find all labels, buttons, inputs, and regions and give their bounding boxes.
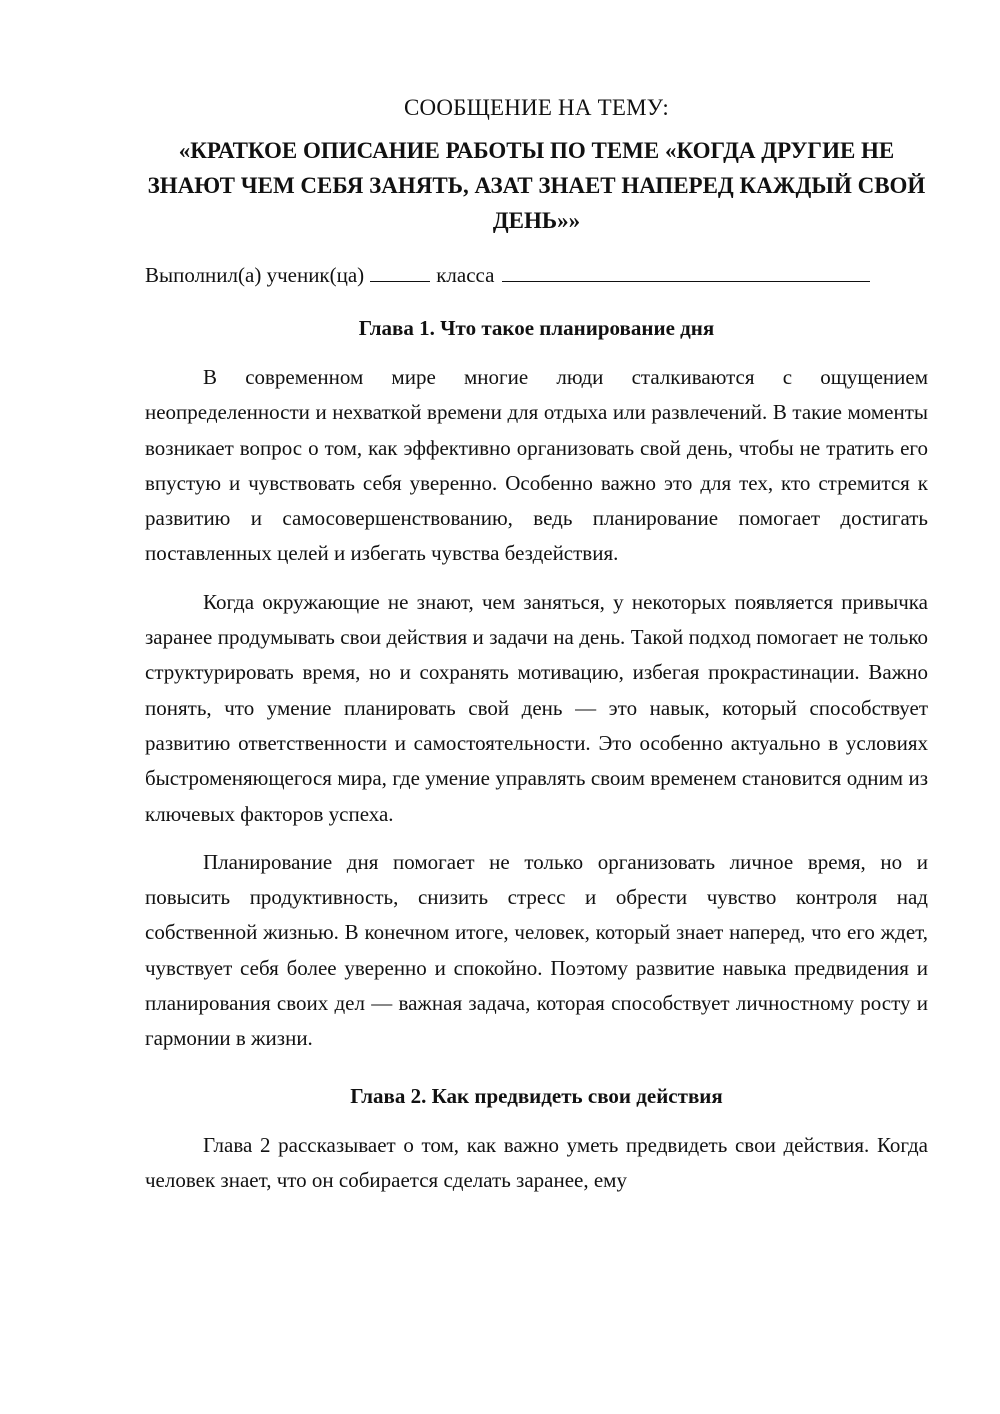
document-title: «КРАТКОЕ ОПИСАНИЕ РАБОТЫ ПО ТЕМЕ «КОГДА ДРУГИЕ НЕ ЗНАЮТ ЧЕМ СЕБЯ ЗАНЯТЬ, АЗАТ ЗНАЕТ НАПЕРЕД КАЖДЫЙ СВОЙ ДЕНЬ»» [147,138,926,233]
signature-prefix: Выполнил(а) ученик(ца) [145,263,365,287]
chapter-1-paragraph-2: Когда окружающие не знают, чем заняться, у некоторых появляется привычка заранее продумывать свои действия и задачи на день. Такой подход помогает не только структурировать время, но и сохранять мотивацию, избегая прокрастинации. Важно понять, что умение планировать свой день — это навык, который способствует развитию ответственности и самостоятельности. Это особенно актуально в условиях быстроменяющегося мира, где умение управлять своим временем становится одним из ключевых факторов успеха. [145,589,928,826]
chapter-1-heading: Глава 1. Что такое планирование дня [358,316,715,340]
chapter-1-paragraph-3: Планирование дня помогает не только организовать личное время, но и повысить продуктивность, снизить стресс и обрести чувство контроля над собственной жизнью. В конечном итоге, человек, который знает наперед, что его ждет, чувствует себя более уверенно и спокойно. Поэтому развитие навыка предвидения и планирования своих дел — важная задача, которая способствует личностному росту и гармонии в жизни. [145,849,928,1051]
signature-line [145,258,928,293]
name-blank [502,280,870,282]
grade-blank [370,280,430,282]
chapter-2-paragraph-1: Глава 2 рассказывает о том, как важно уметь предвидеть свои действия. Когда человек знает, что он собирается сделать заранее, ему [145,1132,928,1192]
signature-middle: класса [436,263,495,287]
chapter-1-paragraph-1: В современном мире многие люди сталкиваются с ощущением неопределенности и нехваткой времени для отдыха или развлечений. В такие моменты возникает вопрос о том, как эффективно организовать свой день, чтобы не тратить его впустую и чувствовать себя уверенно. Особенно важно это для тех, кто стремится к развитию и самосовершенствованию, ведь планирование помогает достигать поставленных целей и избегать чувства бездействия. [145,365,928,566]
chapter-2-heading: Глава 2. Как предвидеть свои действия [350,1083,723,1108]
document-page [145,90,928,1198]
document-header: СООБЩЕНИЕ НА ТЕМУ: [404,95,669,120]
